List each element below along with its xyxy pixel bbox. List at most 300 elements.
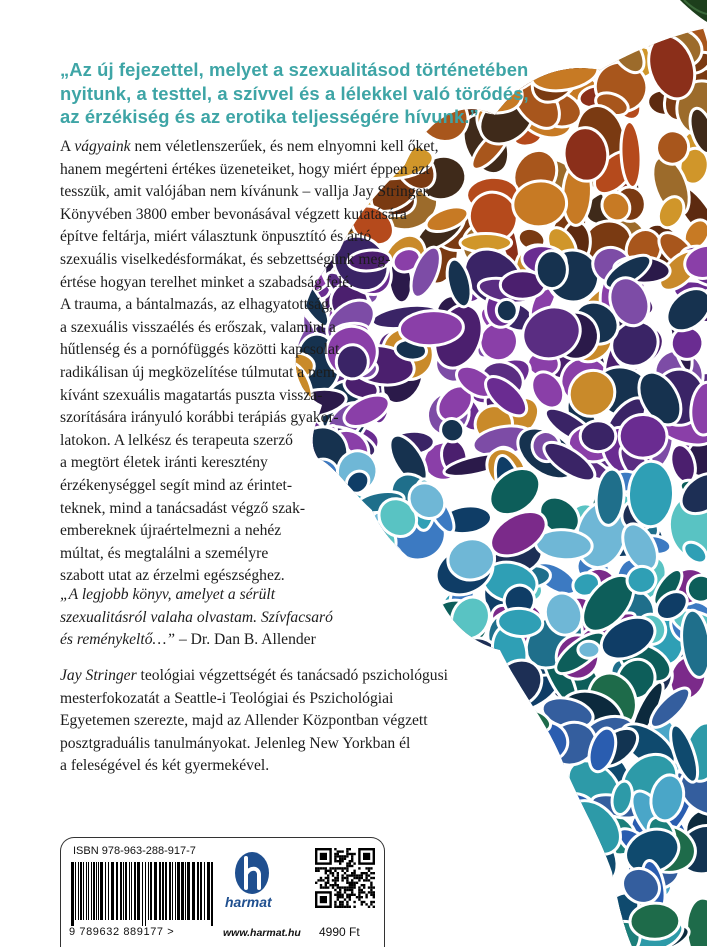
qr-module xyxy=(346,894,348,896)
endorsement-line: és reménykeltő…” – Dr. Dan B. Allender xyxy=(60,631,316,649)
description-line: embereknek újraértelmezni a nehéz xyxy=(60,522,282,540)
mosaic-cell xyxy=(409,769,469,834)
qr-module xyxy=(346,848,348,850)
description-line: teknek, mind a tanácsadást végző szak- xyxy=(60,499,306,517)
barcode-bar xyxy=(177,862,180,920)
qr-module xyxy=(334,889,336,891)
mosaic-cell xyxy=(546,13,589,63)
mosaic-cell xyxy=(332,637,365,661)
qr-module xyxy=(351,872,353,874)
qr-module xyxy=(351,855,353,857)
qr-module xyxy=(327,886,329,888)
qr-module xyxy=(363,891,365,893)
mosaic-cell xyxy=(332,590,395,636)
barcode-bar xyxy=(175,862,176,920)
qr-module xyxy=(337,850,339,852)
barcode-bar xyxy=(116,862,118,920)
barcode-image xyxy=(69,862,219,928)
qr-module xyxy=(337,855,339,857)
qr-module xyxy=(368,891,370,893)
qr-module xyxy=(351,860,353,862)
qr-module xyxy=(341,896,343,898)
qr-module xyxy=(346,850,348,852)
mosaic-cell xyxy=(508,738,544,775)
mosaic-cell xyxy=(410,781,463,830)
qr-module xyxy=(351,865,353,867)
barcode-bar xyxy=(129,862,130,920)
barcode-bar xyxy=(88,862,89,920)
mosaic-cell xyxy=(535,824,590,868)
mosaic-cell xyxy=(520,19,560,55)
barcode-bar xyxy=(86,862,87,920)
qr-module xyxy=(361,877,363,879)
barcode-bar xyxy=(207,862,210,920)
qr-module xyxy=(317,879,319,881)
qr-module xyxy=(320,884,322,886)
mosaic-cell xyxy=(447,747,499,796)
barcode-bar xyxy=(200,862,202,920)
qr-module xyxy=(337,886,339,888)
mosaic-cell xyxy=(394,613,446,660)
qr-module xyxy=(327,879,329,881)
qr-module xyxy=(370,882,372,884)
qr-module xyxy=(373,886,375,888)
qr-module xyxy=(351,858,353,860)
qr-module xyxy=(349,894,351,896)
qr-module xyxy=(361,874,363,876)
qr-module xyxy=(332,886,334,888)
barcode-bar xyxy=(123,862,124,920)
mosaic-cell xyxy=(504,892,539,927)
qr-module xyxy=(363,901,365,903)
mosaic-cell xyxy=(408,29,464,62)
qr-module xyxy=(337,884,339,886)
qr-module xyxy=(332,867,334,869)
qr-module xyxy=(358,898,360,900)
qr-module xyxy=(317,867,319,869)
mosaic-cell xyxy=(583,900,617,946)
qr-module xyxy=(344,898,346,900)
qr-module xyxy=(349,848,351,850)
qr-module xyxy=(339,855,341,857)
qr-module xyxy=(353,901,355,903)
qr-module xyxy=(337,867,339,869)
qr-module xyxy=(329,870,331,872)
qr-module xyxy=(351,874,353,876)
qr-module xyxy=(332,879,334,881)
mosaic-cell xyxy=(410,12,455,41)
mosaic-cell xyxy=(618,414,667,459)
barcode-bar xyxy=(197,862,199,920)
qr-module xyxy=(370,884,372,886)
qr-module xyxy=(344,855,346,857)
description-line: szorítására irányuló korábbi terápiás gyakor- xyxy=(60,409,339,427)
barcode-bar xyxy=(71,862,74,926)
barcode-bar xyxy=(181,862,184,920)
mosaic-cell xyxy=(464,812,492,832)
qr-module xyxy=(346,870,348,872)
qr-module xyxy=(339,858,341,860)
qr-module xyxy=(341,870,343,872)
mosaic-cell xyxy=(310,33,343,60)
qr-module xyxy=(337,874,339,876)
qr-module xyxy=(325,872,327,874)
qr-module xyxy=(370,872,372,874)
mosaic-cell xyxy=(454,806,482,848)
qr-module xyxy=(368,874,370,876)
description-line: építve feltárja, miért választunk önpusztító és ártó xyxy=(60,228,372,246)
bio-line: Jay Stringer teológiai végzettségét és tanácsadó pszichológusi xyxy=(60,667,448,684)
qr-module xyxy=(351,882,353,884)
qr-module xyxy=(353,862,355,864)
qr-module xyxy=(315,870,317,872)
qr-module xyxy=(337,860,339,862)
qr-module xyxy=(339,850,341,852)
qr-module xyxy=(346,882,348,884)
headline-line: nyitunk, a testtel, a szívvel és a lélekkel való törődés, xyxy=(60,82,529,104)
mosaic-cell xyxy=(509,729,552,774)
qr-module xyxy=(373,877,375,879)
qr-module xyxy=(341,874,343,876)
barcode-bar xyxy=(148,862,149,920)
qr-module xyxy=(346,889,348,891)
qr-module xyxy=(334,860,336,862)
mosaic-cell xyxy=(504,724,549,770)
mosaic-cell xyxy=(505,874,547,911)
qr-module xyxy=(358,889,360,891)
qr-module xyxy=(373,906,375,908)
mosaic-cell xyxy=(400,790,465,861)
mosaic-cell xyxy=(342,582,383,622)
mosaic-cell xyxy=(568,847,604,880)
mosaic-cell xyxy=(407,924,463,946)
barcode-digits: 9 789632 889177 > xyxy=(69,926,175,938)
qr-module xyxy=(349,906,351,908)
qr-module xyxy=(351,884,353,886)
qr-module xyxy=(365,903,367,905)
mosaic-cell xyxy=(310,778,376,842)
qr-module xyxy=(346,865,348,867)
qr-module xyxy=(353,874,355,876)
qr-module xyxy=(341,867,343,869)
qr-finder xyxy=(320,896,327,903)
qr-module xyxy=(353,872,355,874)
qr-module xyxy=(337,879,339,881)
qr-module xyxy=(339,894,341,896)
mosaic-cell xyxy=(411,847,439,877)
description-line: A trauma, a bántalmazás, az elhagyatottság, xyxy=(60,296,333,314)
qr-module xyxy=(358,894,360,896)
qr-module xyxy=(334,855,336,857)
description-line: tesszük, amit valójában nem kívánunk – vallja Jay Stringer. xyxy=(60,183,431,201)
mosaic-cell xyxy=(590,23,629,49)
qr-module xyxy=(329,867,331,869)
qr-module xyxy=(358,867,360,869)
mosaic-cell xyxy=(543,20,566,61)
qr-module xyxy=(361,884,363,886)
barcode-bar xyxy=(192,862,195,920)
qr-module xyxy=(344,906,346,908)
qr-module xyxy=(358,879,360,881)
qr-module xyxy=(334,882,336,884)
mosaic-cell xyxy=(510,884,551,910)
qr-module xyxy=(325,886,327,888)
qr-module xyxy=(353,877,355,879)
barcode-bar xyxy=(159,862,161,920)
qr-module xyxy=(353,886,355,888)
qr-module xyxy=(363,879,365,881)
mosaic-cell xyxy=(507,871,572,936)
barcode-bar xyxy=(78,862,79,920)
qr-module xyxy=(356,896,358,898)
qr-module xyxy=(370,901,372,903)
description-line: kívánt szexuális magatartás puszta vissza- xyxy=(60,386,323,404)
qr-module xyxy=(358,891,360,893)
mosaic-cell xyxy=(406,608,439,658)
qr-module xyxy=(344,858,346,860)
bio-line: a feleségével és két gyermekével. xyxy=(60,757,270,775)
publisher-url: www.harmat.hu xyxy=(223,927,301,939)
mosaic-cell xyxy=(627,461,674,528)
mosaic-cell xyxy=(421,904,490,931)
barcode-bar xyxy=(211,862,213,926)
mosaic-cell xyxy=(338,613,389,656)
qr-module xyxy=(356,882,358,884)
qr-module xyxy=(365,877,367,879)
qr-module xyxy=(346,867,348,869)
qr-module xyxy=(351,853,353,855)
qr-module xyxy=(363,886,365,888)
qr-module xyxy=(334,879,336,881)
qr-module xyxy=(346,874,348,876)
qr-module xyxy=(341,886,343,888)
qr-module xyxy=(341,858,343,860)
qr-module xyxy=(341,877,343,879)
qr-finder xyxy=(363,853,370,860)
mosaic-cell xyxy=(512,721,538,745)
qr-module xyxy=(346,886,348,888)
mosaic-cell xyxy=(495,779,560,829)
qr-module xyxy=(351,894,353,896)
qr-module xyxy=(368,879,370,881)
mosaic-cell xyxy=(495,843,566,905)
endorsement-attribution: – Dr. Dan B. Allender xyxy=(175,631,316,649)
qr-module xyxy=(325,884,327,886)
mosaic-cell xyxy=(342,606,407,674)
barcode-bar xyxy=(187,862,190,920)
qr-module xyxy=(334,906,336,908)
qr-module xyxy=(368,906,370,908)
qr-module xyxy=(339,903,341,905)
mosaic-cell xyxy=(417,883,441,926)
qr-module xyxy=(349,898,351,900)
qr-module xyxy=(349,865,351,867)
mosaic-cell xyxy=(434,19,460,62)
qr-module xyxy=(337,896,339,898)
qr-module xyxy=(373,872,375,874)
qr-module xyxy=(337,872,339,874)
headline-line: az érzékiség és az erotika teljességére hívunk.” xyxy=(60,106,479,127)
mosaic-cell xyxy=(555,802,588,835)
qr-module xyxy=(344,889,346,891)
qr-module xyxy=(349,884,351,886)
mosaic-cell xyxy=(444,873,506,929)
mosaic-cell xyxy=(337,628,373,666)
qr-module xyxy=(332,874,334,876)
qr-module xyxy=(337,898,339,900)
qr-module xyxy=(325,870,327,872)
qr-module xyxy=(320,867,322,869)
qr-module xyxy=(351,886,353,888)
description-line: hűtlenség és a pornófüggés közötti kapcsolat xyxy=(60,341,340,359)
mosaic-cell xyxy=(550,818,587,857)
qr-module xyxy=(370,877,372,879)
qr-module xyxy=(341,903,343,905)
qr-module xyxy=(325,867,327,869)
qr-module xyxy=(368,886,370,888)
qr-module xyxy=(334,884,336,886)
qr-code-icon xyxy=(315,848,375,908)
barcode-bar xyxy=(154,862,157,920)
qr-module xyxy=(358,877,360,879)
bio-line: posztgraduális tanulmányokat. Jelenleg New Yorkban él xyxy=(60,734,411,752)
description-line: érzékenységgel segít mind az érintet- xyxy=(60,476,293,494)
mosaic-cell xyxy=(480,13,519,52)
qr-module xyxy=(334,901,336,903)
qr-module xyxy=(356,877,358,879)
mosaic-cell xyxy=(481,715,519,753)
qr-module xyxy=(320,879,322,881)
mosaic-cell xyxy=(530,849,564,885)
qr-module xyxy=(351,879,353,881)
description-line: latokon. A lelkész és terapeuta szerző xyxy=(60,431,293,449)
mosaic-cell xyxy=(489,812,511,850)
mosaic-cell xyxy=(501,804,556,849)
qr-module xyxy=(344,877,346,879)
qr-module xyxy=(353,884,355,886)
barcode-bar xyxy=(131,862,132,920)
qr-module xyxy=(320,877,322,879)
mosaic-cell xyxy=(470,847,496,882)
qr-module xyxy=(337,877,339,879)
qr-module xyxy=(334,870,336,872)
qr-module xyxy=(346,896,348,898)
qr-module xyxy=(329,884,331,886)
qr-module xyxy=(363,884,365,886)
qr-module xyxy=(339,906,341,908)
barcode-bar xyxy=(83,862,84,920)
qr-module xyxy=(358,896,360,898)
qr-module xyxy=(368,867,370,869)
mosaic-cell xyxy=(464,743,520,798)
barcode-bar xyxy=(120,862,122,920)
qr-module xyxy=(327,874,329,876)
qr-module xyxy=(351,891,353,893)
qr-module xyxy=(346,879,348,881)
qr-module xyxy=(339,860,341,862)
qr-module xyxy=(346,877,348,879)
mosaic-cell xyxy=(302,783,347,835)
publisher-name: harmat xyxy=(225,894,272,910)
qr-module xyxy=(317,870,319,872)
qr-module xyxy=(344,867,346,869)
qr-module xyxy=(346,903,348,905)
barcode-bar xyxy=(169,862,171,920)
description-line: múltat, és megtalálni a személyre xyxy=(60,544,269,562)
barcode-bar xyxy=(125,862,127,920)
mosaic-cell xyxy=(325,581,380,625)
barcode-bar xyxy=(96,862,97,920)
qr-module xyxy=(339,862,341,864)
qr-module xyxy=(365,872,367,874)
mosaic-cell xyxy=(528,841,593,906)
qr-module xyxy=(353,870,355,872)
qr-module xyxy=(370,903,372,905)
qr-module xyxy=(349,853,351,855)
qr-module xyxy=(327,870,329,872)
qr-module xyxy=(358,874,360,876)
qr-module xyxy=(351,889,353,891)
mosaic-cell xyxy=(400,809,455,875)
mosaic-cell xyxy=(536,250,568,289)
qr-module xyxy=(349,882,351,884)
barcode-bar xyxy=(93,862,95,920)
mosaic-cell xyxy=(425,629,458,662)
mosaic-cell xyxy=(499,846,546,900)
mosaic-cell xyxy=(332,602,370,645)
qr-module xyxy=(358,886,360,888)
barcode-bar xyxy=(185,862,186,920)
barcode-bar xyxy=(137,862,140,920)
barcode-panel xyxy=(60,837,385,947)
mosaic-cell xyxy=(331,769,410,841)
mosaic-cell xyxy=(578,641,600,658)
qr-module xyxy=(346,906,348,908)
qr-module xyxy=(344,872,346,874)
mosaic-cell xyxy=(476,847,508,888)
barcode-bar xyxy=(91,862,92,920)
qr-module xyxy=(334,877,336,879)
mosaic-cell xyxy=(332,587,375,641)
mosaic-cell xyxy=(507,795,545,849)
qr-module xyxy=(325,877,327,879)
qr-module xyxy=(341,855,343,857)
qr-module xyxy=(341,860,343,862)
qr-module xyxy=(337,853,339,855)
qr-module xyxy=(327,877,329,879)
mosaic-cell xyxy=(500,914,546,946)
qr-module xyxy=(346,855,348,857)
mosaic-cell xyxy=(329,610,380,662)
mosaic-cell xyxy=(538,853,599,916)
description-line: szexuális viselkedésformákat, és sebzettségünk meg- xyxy=(60,250,391,268)
qr-module xyxy=(341,901,343,903)
mosaic-cell xyxy=(484,821,552,895)
qr-module xyxy=(334,853,336,855)
qr-module xyxy=(339,886,341,888)
mosaic-cell xyxy=(501,911,566,946)
qr-module xyxy=(361,891,363,893)
barcode-bar xyxy=(172,862,173,920)
qr-module xyxy=(327,882,329,884)
qr-module xyxy=(325,882,327,884)
qr-module xyxy=(341,894,343,896)
qr-module xyxy=(365,874,367,876)
isbn-label: ISBN 978-963-288-917-7 xyxy=(73,845,196,857)
qr-module xyxy=(349,862,351,864)
qr-module xyxy=(349,889,351,891)
price-label: 4990 Ft xyxy=(319,925,360,939)
